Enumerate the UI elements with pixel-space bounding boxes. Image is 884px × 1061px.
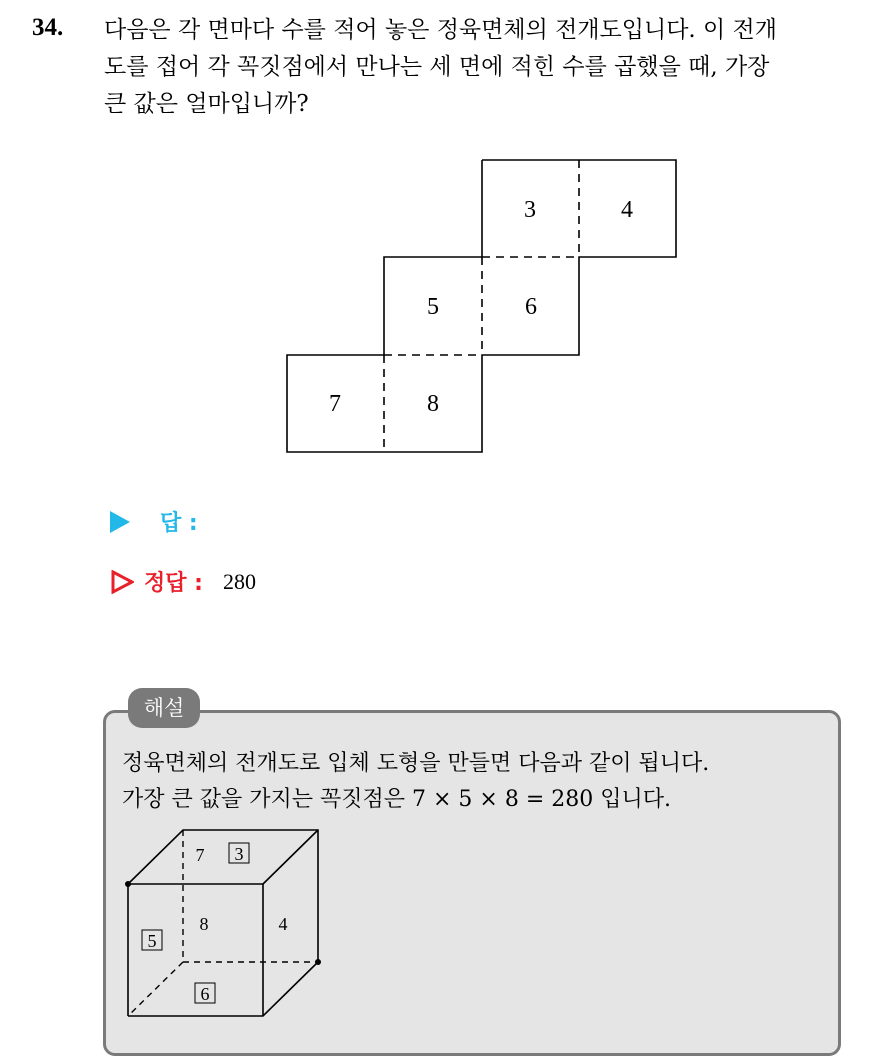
vertex-dot — [125, 881, 131, 887]
question-line: 다음은 각 면마다 수를 적어 놓은 정육면체의 전개도입니다. 이 전개 — [104, 17, 777, 43]
explanation-line: 정육면체의 전개도로 입체 도형을 만들면 다음과 같이 됩니다. — [122, 751, 710, 776]
question-line: 도를 접어 각 꼭짓점에서 만나는 세 면에 적힌 수를 곱했을 때, 가장 — [104, 54, 770, 80]
cube-hidden-edge — [128, 962, 183, 1016]
net-face-label: 5 — [427, 294, 439, 320]
cube-face-label: 8 — [199, 914, 209, 934]
net-face-label: 8 — [427, 391, 439, 417]
cube-face-label: 3 — [234, 844, 244, 864]
correct-answer-label: 정답 : — [144, 571, 203, 596]
explanation-line: 가장 큰 값을 가지는 꼭짓점은 7 × 5 × 8 = 280 입니다. — [122, 787, 671, 812]
vertex-dot — [315, 959, 321, 965]
cube-face-label: 6 — [200, 984, 210, 1004]
question-line: 큰 값은 얼마입니까? — [104, 91, 309, 117]
net-face-label: 6 — [525, 294, 537, 320]
cube-face-label: 4 — [278, 914, 288, 934]
explanation-tab: 해설 — [128, 688, 200, 728]
cube-edge — [263, 830, 318, 884]
net-face-label: 7 — [329, 391, 341, 417]
answer-label: 답 : — [160, 511, 198, 536]
question-number: 34. — [32, 14, 64, 41]
cube-face-label: 5 — [147, 931, 157, 951]
net-face-label: 4 — [621, 197, 633, 223]
cube-face-label: 7 — [195, 845, 205, 865]
correct-answer-value: 280 — [222, 568, 256, 594]
net-face-label: 3 — [524, 197, 536, 223]
